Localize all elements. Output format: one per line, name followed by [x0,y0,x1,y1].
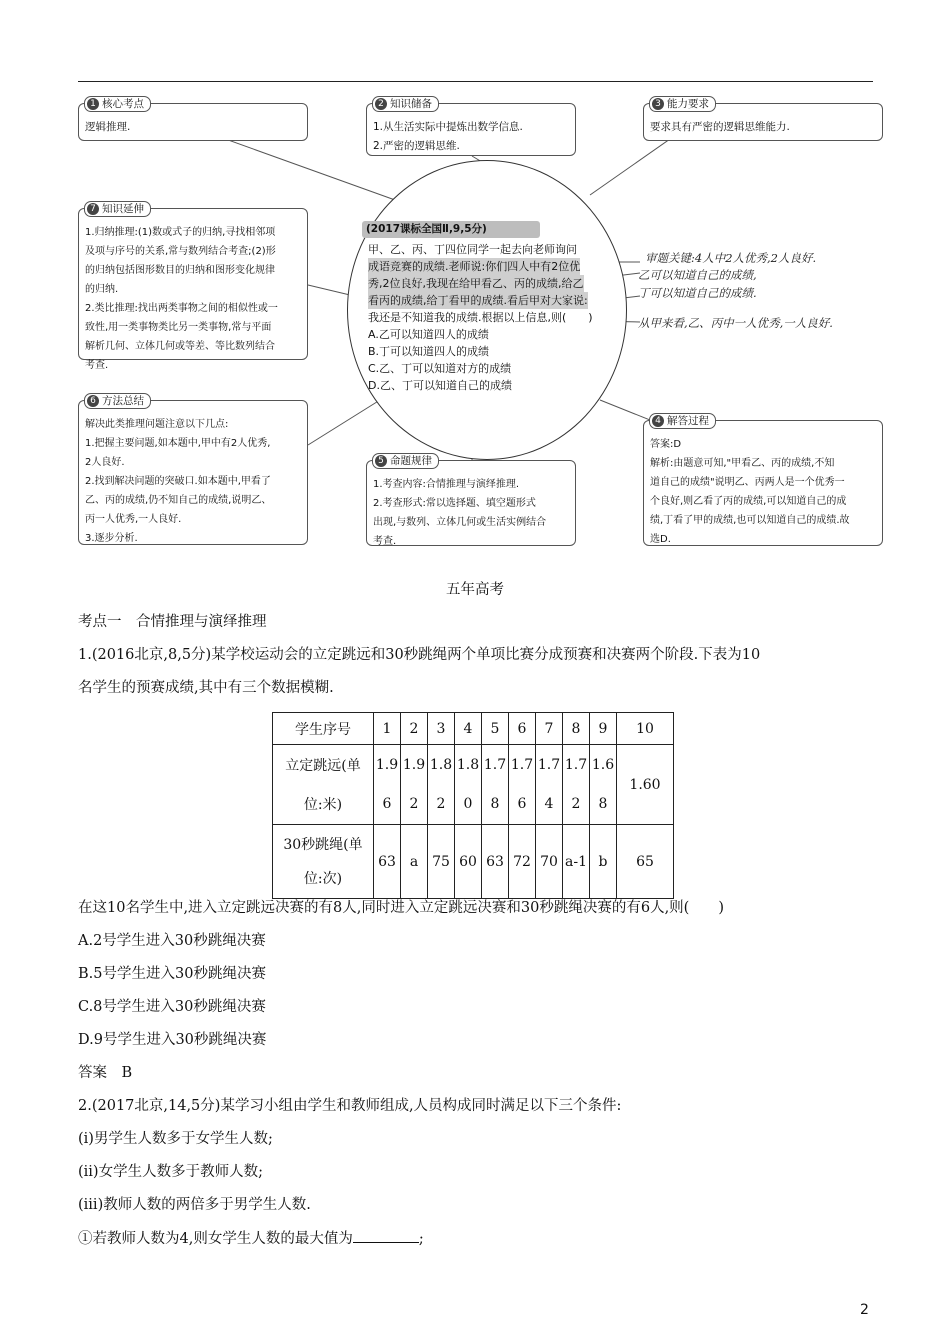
box-line: 致性,用一类事物类比另一类事物,常与平面 [85,322,272,333]
tag-number: 4 [652,415,664,427]
center-line: 秀,2位良好,我现在给甲看乙、丙的成绩,给乙 [368,277,584,290]
table-cell: 0 [455,785,482,825]
table-cell: 2 [401,713,428,745]
tag-number: 2 [375,98,387,110]
center-line: 甲、乙、丙、丁四位同学一起去向老师询问 [368,243,577,256]
box-knowledge-extension [78,208,308,371]
table-cell: 75 [428,825,455,899]
table-cell: 6 [509,785,536,825]
table-cell: 6 [509,713,536,745]
tag-ability [649,96,716,112]
center-line: 我还是不知道我的成绩.根据以上信息,则( ) [368,311,593,324]
table-cell: 9 [590,713,617,745]
tag-knowledge-extension [84,201,151,217]
tag-proposition-pattern [372,453,439,469]
table-cell: 2 [428,785,455,825]
table-cell: 位:米) [273,785,374,825]
table-cell: a [401,825,428,899]
center-line: 看丙的成绩,给丁看甲的成绩.看后甲对大家说: [368,294,588,307]
table-cell: 6 [374,785,401,825]
handwritten-note: 从甲来看,乙、丙中一人优秀,一人良好. [638,316,833,330]
box-line: 解析:由题意可知,"甲看乙、丙的成绩,不知 [650,458,835,469]
box-line: 解决此类推理问题注意以下几点: [85,419,229,430]
box-line: 的归纳包括图形数目的归纳和图形变化规律 [85,265,275,276]
tag-title: 方法总结 [102,395,144,407]
table-cell: 60 [455,825,482,899]
box-line: 1.从生活实际中提炼出数学信息. [373,121,523,133]
tag-number: 1 [87,98,99,110]
tag-core-concept [84,96,151,112]
connector-6 [308,400,380,445]
table-cell: 63 [482,825,509,899]
row-label: 30秒跳绳(单 [283,836,363,853]
box-line: 2人良好. [85,457,125,468]
box-line: 选D. [650,534,671,545]
tag-number: 7 [87,203,99,215]
box-line: 丙一人优秀,一人良好. [85,514,182,525]
table-cell: 4 [455,713,482,745]
q2-subquestion [78,1228,424,1249]
tag-solution-process [649,413,716,429]
tag-title: 知识延伸 [102,203,144,215]
table-cell: 10 [617,713,674,745]
tag-title: 命题规律 [390,455,432,467]
q1-option: B.5号学生进入30秒跳绳决赛 [78,966,266,982]
q1-text-line: 1.(2016北京,8,5分)某学校运动会的立定跳远和30秒跳绳两个单项比赛分成预赛和决赛两个阶段.下表为10 [78,647,761,663]
q1-answer: 答案 B [78,1065,133,1081]
table-cell: 8 [482,785,509,825]
table-cell: 1.7 [536,745,563,785]
table-cell: 学生序号 [273,713,374,745]
tag-title: 解答过程 [667,415,709,427]
handwritten-note: 乙可以知道自己的成绩, [638,268,757,282]
box-line: 解析几何、立体几何或等差、等比数列结合 [85,341,275,352]
q2-condition: (ii)女学生人数多于教师人数; [78,1164,263,1180]
table-cell: 4 [536,785,563,825]
table-cell: 2 [401,785,428,825]
handwritten-note: 丁可以知道自己的成绩. [638,286,757,300]
box-line: 要求具有严密的逻辑思维能力. [650,121,790,133]
q1-stem: 在这10名学生中,进入立定跳远决赛的有8人,同时进入立定跳远决赛和30秒跳绳决赛的有6人,则( ) [78,900,724,916]
table-cell: 1.7 [509,745,536,785]
table-cell: 8 [590,785,617,825]
q1-option: D.9号学生进入30秒跳绳决赛 [78,1032,267,1048]
table-cell: 1.9 [374,745,401,785]
box-line: 1.归纳推理:(1)数或式子的归纳,寻找相邻项 [85,227,276,238]
box-line: 1.考查内容:合情推理与演绎推理. [373,479,520,490]
table-cell [273,825,374,899]
center-option: A.乙可以知道四人的成绩 [368,328,489,341]
row-label: 位:次) [303,870,343,887]
q2-sub-text: ①若教师人数为4,则女学生人数的最大值为 [78,1231,353,1247]
connector-7 [308,285,350,295]
box-line: 答案:D [650,439,682,450]
box-line: 逻辑推理. [85,121,131,133]
kaodian-heading: 考点一 合情推理与演绎推理 [78,614,267,630]
table-cell: 1.9 [401,745,428,785]
table-cell: b [590,825,617,899]
center-question-header: (2017课标全国Ⅱ,9,5分) [362,221,540,238]
box-line: 3.逐步分析. [85,533,138,544]
table-cell: 1 [374,713,401,745]
box-line: 道自己的成绩"说明乙、丙两人是一个优秀一 [650,477,845,488]
table-cell: 63 [374,825,401,899]
center-line: 成语竞赛的成绩.老师说:你们四人中有2位优 [368,260,581,273]
table-cell: 70 [536,825,563,899]
box-line: 考查. [85,360,109,371]
tag-number: 6 [87,395,99,407]
q1-option: A.2号学生进入30秒跳绳决赛 [78,933,266,949]
box-method-summary [78,400,308,545]
q1-option: C.8号学生进入30秒跳绳决赛 [78,999,266,1015]
box-line: 乙、丙的成绩,仍不知自己的成绩,说明乙、 [85,495,272,506]
table-cell: 1.8 [455,745,482,785]
scores-table [272,712,674,899]
center-option: C.乙、丁可以知道对方的成绩 [368,362,512,375]
box-line: 出现,与数列、立体几何或生活实例结合 [373,517,547,528]
tag-title: 能力要求 [667,98,709,110]
q1-text-line: 名学生的预赛成绩,其中有三个数据模糊. [78,680,334,696]
table-cell: 2 [563,785,590,825]
box-line: 1.把握主要问题,如本题中,甲中有2人优秀, [85,438,271,449]
page-number: 2 [860,1302,869,1318]
table-cell: 72 [509,825,536,899]
box-line: 2.类比推理:找出两类事物之间的相似性或一 [85,303,278,314]
table-cell: 7 [536,713,563,745]
tag-knowledge-reserve [372,96,439,112]
box-proposition-pattern [366,460,576,546]
section-title: 五年高考 [446,582,504,598]
tag-title: 知识储备 [390,98,432,110]
table-cell: 65 [617,825,674,899]
box-solution-process [643,420,883,546]
q2-condition: (iii)教师人数的两倍多于男学生人数. [78,1197,311,1213]
table-cell: 1.7 [563,745,590,785]
box-line: 考查. [373,536,397,547]
answer-blank [353,1228,419,1243]
table-cell: 立定跳远(单 [273,745,374,785]
tag-title: 核心考点 [102,98,144,110]
q2-condition: (i)男学生人数多于女学生人数; [78,1131,273,1147]
box-line: 2.严密的逻辑思维. [373,140,460,152]
tag-number: 3 [652,98,664,110]
table-cell: 3 [428,713,455,745]
table-cell: 1.8 [428,745,455,785]
table-cell: a-1 [563,825,590,899]
box-line: 个良好,则乙看了丙的成绩,可以知道自己的成 [650,496,847,507]
handwritten-note: 审题关键:4人中2人优秀,2人良好. [645,251,817,265]
center-option: B.丁可以知道四人的成绩 [368,345,490,358]
table-cell: 5 [482,713,509,745]
table-cell: 8 [563,713,590,745]
q2-sub-end: ; [418,1231,424,1247]
tag-method-summary [84,393,151,409]
box-line: 2.找到解决问题的突破口.如本题中,甲看了 [85,476,271,487]
table-cell: 1.60 [617,745,674,825]
q2-text-line: 2.(2017北京,14,5分)某学习小组由学生和教师组成,人员构成同时满足以下三个条件: [78,1098,622,1114]
table-cell: 1.7 [482,745,509,785]
box-line: 2.考查形式:常以选择题、填空题形式 [373,498,536,509]
center-option: D.乙、丁可以知道自己的成绩 [368,379,512,392]
tag-number: 5 [375,455,387,467]
box-line: 绩,丁看了甲的成绩,也可以知道自己的成绩.故 [650,515,850,526]
box-line: 及项与序号的关系,常与数列结合考查;(2)形 [85,246,276,257]
table-cell: 1.6 [590,745,617,785]
box-line: 的归纳. [85,284,119,295]
